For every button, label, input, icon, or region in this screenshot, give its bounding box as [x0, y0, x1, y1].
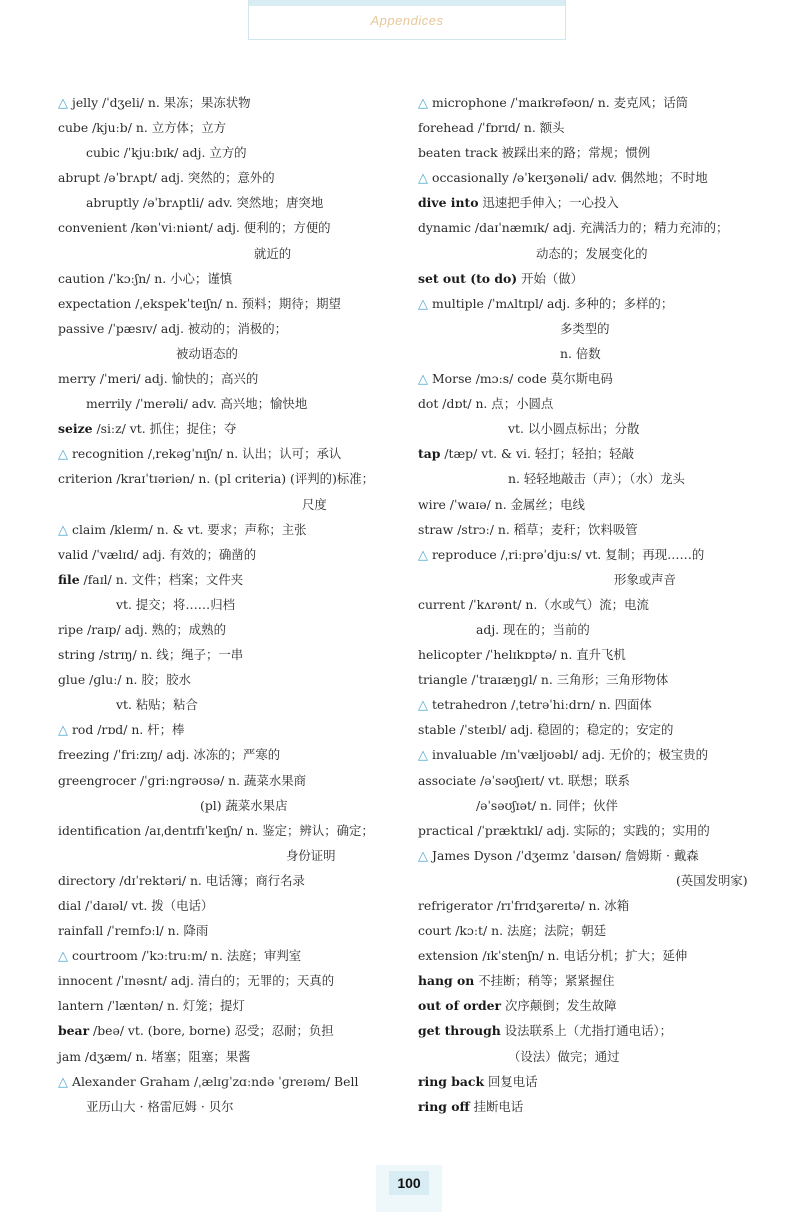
- vocab-line: [58, 366, 402, 391]
- vocab-line: [418, 592, 768, 617]
- vocab-line: [58, 466, 402, 491]
- entry-text: straw /strɔː/ n. 稻草；麦秆；饮料吸管: [418, 521, 638, 537]
- entry-text: claim /kleɪm/ n. & vt. 要求；声称；主张: [72, 521, 307, 537]
- entry-text: rainfall /ˈreɪnfɔːl/ n. 降雨: [58, 923, 209, 939]
- vocab-line: [418, 893, 768, 918]
- vocab-line: [418, 316, 768, 341]
- vocab-line: [418, 391, 768, 416]
- entry-text: 就近的: [254, 245, 292, 261]
- entry-text: James Dyson /ˈdʒeɪmz ˈdaɪsən/ 詹姆斯 · 戴森: [432, 847, 699, 863]
- entry-text: Morse /mɔːs/ code 莫尔斯电码: [432, 371, 613, 387]
- entry-text: courtroom /ˈkɔːtruːm/ n. 法庭；审判室: [72, 948, 302, 964]
- right-column: [418, 90, 768, 1119]
- vocab-line: [418, 492, 768, 517]
- vocab-line: [58, 843, 402, 868]
- triangle-marker-icon: △: [58, 1074, 68, 1090]
- bold-term: bear: [58, 1023, 90, 1039]
- bold-term: get through: [418, 1023, 501, 1039]
- entry-text: extension /ɪkˈstenʃn/ n. 电话分机；扩大；延伸: [418, 948, 688, 964]
- vocab-line: [58, 517, 402, 542]
- entry-text: abruptly /əˈbrʌptli/ adv. 突然地；唐突地: [86, 195, 324, 211]
- header-bar: [249, 0, 565, 6]
- entry-text: helicopter /ˈhelɪkɒptə/ n. 直升飞机: [418, 647, 626, 663]
- triangle-marker-icon: △: [58, 96, 68, 111]
- vocab-line: [418, 793, 768, 818]
- vocab-line: [418, 542, 768, 567]
- entry-text: （设法）做完；通过: [508, 1048, 620, 1064]
- vocab-line: [418, 1044, 768, 1069]
- entry-text: valid /ˈvælɪd/ adj. 有效的；确凿的: [58, 546, 257, 562]
- entry-text: merrily /ˈmerəli/ adv. 高兴地；愉快地: [86, 396, 308, 412]
- entry-text: triangle /ˈtraɪæŋɡl/ n. 三角形；三角形物体: [418, 672, 669, 688]
- triangle-marker-icon: △: [418, 748, 428, 764]
- vocab-line: [418, 692, 768, 717]
- vocab-line: [58, 567, 402, 592]
- vocab-line: [58, 90, 402, 115]
- bold-term: ring back: [418, 1073, 485, 1089]
- left-column: [58, 90, 402, 1119]
- entry-text: 亚历山大 · 格雷厄姆 · 贝尔: [86, 1098, 234, 1114]
- entry-text: 回复电话: [484, 1073, 538, 1089]
- entry-text: identification /aɪˌdentɪfɪˈkeɪʃn/ n. 鉴定；辨认；确定；: [58, 822, 374, 838]
- entry-text: invaluable /ɪnˈvæljʊəbl/ adj. 无价的；极宝贵的: [432, 747, 708, 763]
- vocab-line: [418, 115, 768, 140]
- entry-text: associate /əˈsəʊʃɪeɪt/ vt. 联想；联系: [418, 772, 630, 788]
- triangle-marker-icon: △: [58, 522, 68, 538]
- vocab-line: [418, 90, 768, 115]
- vocab-line: [418, 968, 768, 993]
- entry-text: current /ˈkʌrənt/ n.（水或气）流；电流: [418, 596, 649, 612]
- entry-text: lantern /ˈlæntən/ n. 灯笼；提灯: [58, 998, 245, 1014]
- triangle-marker-icon: △: [418, 296, 428, 312]
- entry-text: 多类型的: [560, 320, 610, 336]
- vocab-line: [58, 692, 402, 717]
- entry-text: recognition /ˌrekəɡˈnɪʃn/ n. 认出；认可；承认: [72, 446, 342, 462]
- vocab-line: [418, 441, 768, 466]
- entry-text: practical /ˈpræktɪkl/ adj. 实际的；实践的；实用的: [418, 822, 710, 838]
- vocab-line: [58, 592, 402, 617]
- entry-text: (pl) 蔬菜水果店: [200, 797, 288, 813]
- entry-text: dot /dɒt/ n. 点；小圆点: [418, 396, 554, 412]
- entry-text: /beə/ vt. (bore, borne) 忍受；忍耐；负担: [89, 1023, 334, 1039]
- vocab-line: [58, 1018, 402, 1043]
- vocab-line: [58, 793, 402, 818]
- triangle-marker-icon: △: [418, 698, 428, 714]
- vocab-line: [58, 1044, 402, 1069]
- vocab-line: [418, 818, 768, 843]
- entry-text: 被动语态的: [176, 345, 238, 361]
- triangle-marker-icon: △: [58, 723, 68, 739]
- entry-text: criterion /kraɪˈtɪəriən/ n. (pl criteria) (评判的)标准；: [58, 471, 375, 487]
- vocab-line: [58, 316, 402, 341]
- vocab-line: [58, 968, 402, 993]
- vocab-line: [58, 742, 402, 767]
- entry-text: 设法联系上（尤指打通电话）；: [500, 1023, 673, 1039]
- entry-text: multiple /ˈmʌltɪpl/ adj. 多种的；多样的；: [432, 295, 674, 311]
- vocab-line: [418, 1069, 768, 1094]
- bold-term: out of order: [418, 998, 502, 1014]
- vocab-line: [58, 165, 402, 190]
- vocab-line: [58, 868, 402, 893]
- entry-text: caution /ˈkɔːʃn/ n. 小心；谨慎: [58, 270, 233, 286]
- bold-term: ring off: [418, 1098, 470, 1114]
- triangle-marker-icon: △: [418, 96, 428, 111]
- page-number: 100: [389, 1171, 429, 1195]
- bold-term: set out (to do): [418, 270, 518, 286]
- vocab-line: [418, 215, 768, 240]
- vocab-line: [58, 441, 402, 466]
- entry-text: n. 倍数: [560, 345, 601, 361]
- entry-text: string /strɪŋ/ n. 线；绳子；一串: [58, 647, 244, 663]
- appendices-header: [248, 0, 566, 40]
- entry-text: tetrahedron /ˌtetrəˈhiːdrn/ n. 四面体: [432, 697, 652, 713]
- vocab-line: [58, 1094, 402, 1119]
- vocab-line: [58, 190, 402, 215]
- entry-text: /faɪl/ n. 文件；档案；文件夹: [79, 571, 244, 587]
- entry-text: vt. 粘贴；粘合: [116, 697, 198, 713]
- entry-text: /siːz/ vt. 抓住；捉住；夺: [92, 421, 237, 437]
- entry-text: jam /dʒæm/ n. 堵塞；阻塞；果酱: [58, 1048, 251, 1064]
- entry-text: microphone /ˈmaɪkrəfəʊn/ n. 麦克风；话筒: [432, 95, 688, 110]
- bold-term: file: [58, 571, 80, 587]
- entry-text: directory /dɪˈrektəri/ n. 电话簿；商行名录: [58, 872, 305, 888]
- entry-text: dial /ˈdaɪəl/ vt. 拨（电话）: [58, 898, 214, 913]
- entry-text: rod /rɒd/ n. 杆；棒: [72, 722, 185, 738]
- entry-text: court /kɔːt/ n. 法庭；法院；朝廷: [418, 923, 607, 939]
- entry-text: freezing /ˈfriːzɪŋ/ adj. 冰冻的；严寒的: [58, 747, 281, 763]
- vocab-line: [58, 266, 402, 291]
- triangle-marker-icon: △: [418, 372, 428, 388]
- entry-text: convenient /kənˈviːniənt/ adj. 便利的；方便的: [58, 220, 331, 236]
- vocab-line: [58, 1069, 402, 1094]
- entry-text: 身份证明: [286, 847, 336, 863]
- entry-text: 尺度: [302, 496, 327, 512]
- vocab-line: [58, 617, 402, 642]
- vocab-line: [58, 918, 402, 943]
- vocab-line: [418, 341, 768, 366]
- vocab-line: [418, 1094, 768, 1119]
- vocab-line: [418, 291, 768, 316]
- entry-text: beaten track 被踩出来的路；常规；惯例: [418, 145, 651, 161]
- vocab-line: [418, 190, 768, 215]
- entry-text: cubic /ˈkjuːbɪk/ adj. 立方的: [86, 145, 247, 161]
- entry-text: 次序颠倒；发生故障: [501, 998, 617, 1014]
- vocab-line: [58, 818, 402, 843]
- triangle-marker-icon: △: [58, 447, 68, 463]
- entry-text: 动态的；发展变化的: [536, 245, 648, 261]
- vocab-line: [58, 341, 402, 366]
- entry-text: 形象或声音: [614, 571, 676, 587]
- vocab-line: [418, 266, 768, 291]
- vocab-line: [418, 366, 768, 391]
- entry-text: innocent /ˈɪnəsnt/ adj. 清白的；无罪的；天真的: [58, 973, 335, 989]
- entry-text: /əˈsəʊʃɪət/ n. 同伴；伙伴: [476, 797, 618, 813]
- entry-text: vt. 提交；将……归档: [116, 596, 235, 612]
- entry-text: glue /ɡluː/ n. 胶；胶水: [58, 672, 191, 688]
- vocab-line: [58, 215, 402, 240]
- vocab-line: [418, 165, 768, 190]
- vocab-line: [58, 943, 402, 968]
- vocab-line: [418, 742, 768, 767]
- vocab-line: [58, 391, 402, 416]
- vocab-line: [58, 492, 402, 517]
- triangle-marker-icon: △: [58, 949, 68, 965]
- vocab-line: [58, 140, 402, 165]
- entry-text: occasionally /əˈkeɪʒənəli/ adv. 偶然地；不时地: [432, 170, 708, 186]
- vocab-line: [58, 115, 402, 140]
- entry-text: greengrocer /ˈɡriːnɡrəʊsə/ n. 蔬菜水果商: [58, 772, 306, 788]
- vocab-line: [58, 667, 402, 692]
- entry-text: refrigerator /rɪˈfrɪdʒəreɪtə/ n. 冰箱: [418, 898, 630, 913]
- entry-text: forehead /ˈfɒrɪd/ n. 额头: [418, 120, 565, 136]
- entry-text: 不挂断；稍等；紧紧握住: [474, 973, 615, 989]
- bold-term: dive into: [418, 195, 479, 211]
- vocab-line: [418, 140, 768, 165]
- vocab-line: [58, 642, 402, 667]
- vocab-line: [418, 241, 768, 266]
- vocab-line: [418, 617, 768, 642]
- entry-text: reproduce /ˌriːprəˈdjuːs/ vt. 复制；再现……的: [432, 546, 705, 562]
- entry-text: 迅速把手伸入；一心投入: [478, 195, 619, 211]
- entry-text: merry /ˈmeri/ adj. 愉快的；高兴的: [58, 371, 259, 387]
- entry-text: /tæp/ vt. & vi. 轻打；轻拍；轻敲: [440, 446, 634, 462]
- vocab-line: [58, 768, 402, 793]
- entry-text: cube /kjuːb/ n. 立方体；立方: [58, 120, 227, 136]
- triangle-marker-icon: △: [418, 171, 428, 187]
- triangle-marker-icon: △: [418, 848, 428, 864]
- entry-text: wire /ˈwaɪə/ n. 金属丝；电线: [418, 496, 585, 512]
- vocab-line: [418, 517, 768, 542]
- vocab-line: [58, 542, 402, 567]
- vocab-line: [58, 291, 402, 316]
- vocab-line: [418, 1018, 768, 1043]
- vocab-line: [418, 667, 768, 692]
- entry-text: expectation /ˌekspekˈteɪʃn/ n. 预料；期待；期望: [58, 295, 341, 311]
- entry-text: jelly /ˈdʒeli/ n. 果冻；果冻状物: [72, 95, 251, 110]
- bold-term: tap: [418, 446, 441, 462]
- vocab-line: [418, 868, 768, 893]
- vocab-line: [418, 416, 768, 441]
- vocab-line: [418, 993, 768, 1018]
- vocab-line: [418, 768, 768, 793]
- entry-text: passive /ˈpæsɪv/ adj. 被动的；消极的；: [58, 320, 288, 336]
- bold-term: seize: [58, 421, 93, 437]
- vocab-line: [418, 466, 768, 491]
- entry-text: 开始（做）: [517, 270, 584, 286]
- entry-text: dynamic /daɪˈnæmɪk/ adj. 充满活力的；精力充沛的；: [418, 220, 729, 236]
- entry-text: abrupt /əˈbrʌpt/ adj. 突然的；意外的: [58, 170, 275, 186]
- vocab-line: [418, 567, 768, 592]
- entry-text: adj. 现在的；当前的: [476, 621, 590, 637]
- vocab-line: [418, 717, 768, 742]
- entry-text: 挂断电话: [469, 1098, 524, 1114]
- vocab-line: [58, 416, 402, 441]
- header-title: Appendices: [370, 13, 444, 28]
- entry-text: stable /ˈsteɪbl/ adj. 稳固的；稳定的；安定的: [418, 722, 674, 738]
- vocab-line: [58, 893, 402, 918]
- triangle-marker-icon: △: [418, 547, 428, 563]
- vocab-line: [418, 943, 768, 968]
- vocab-line: [418, 918, 768, 943]
- vocab-line: [418, 843, 768, 868]
- vocab-line: [418, 642, 768, 667]
- entry-text: ripe /raɪp/ adj. 熟的；成熟的: [58, 621, 226, 637]
- entry-text: n. 轻轻地敲击（声）；（水）龙头: [508, 471, 685, 487]
- entry-text: (英国发明家): [676, 872, 748, 888]
- entry-text: Alexander Graham /ˌælɪɡˈzɑːndə ˈɡreɪəm/ Bell: [72, 1073, 359, 1089]
- entry-text: vt. 以小圆点标出；分散: [508, 421, 640, 437]
- bold-term: hang on: [418, 973, 475, 989]
- vocab-line: [58, 993, 402, 1018]
- vocab-line: [58, 717, 402, 742]
- vocab-line: [58, 241, 402, 266]
